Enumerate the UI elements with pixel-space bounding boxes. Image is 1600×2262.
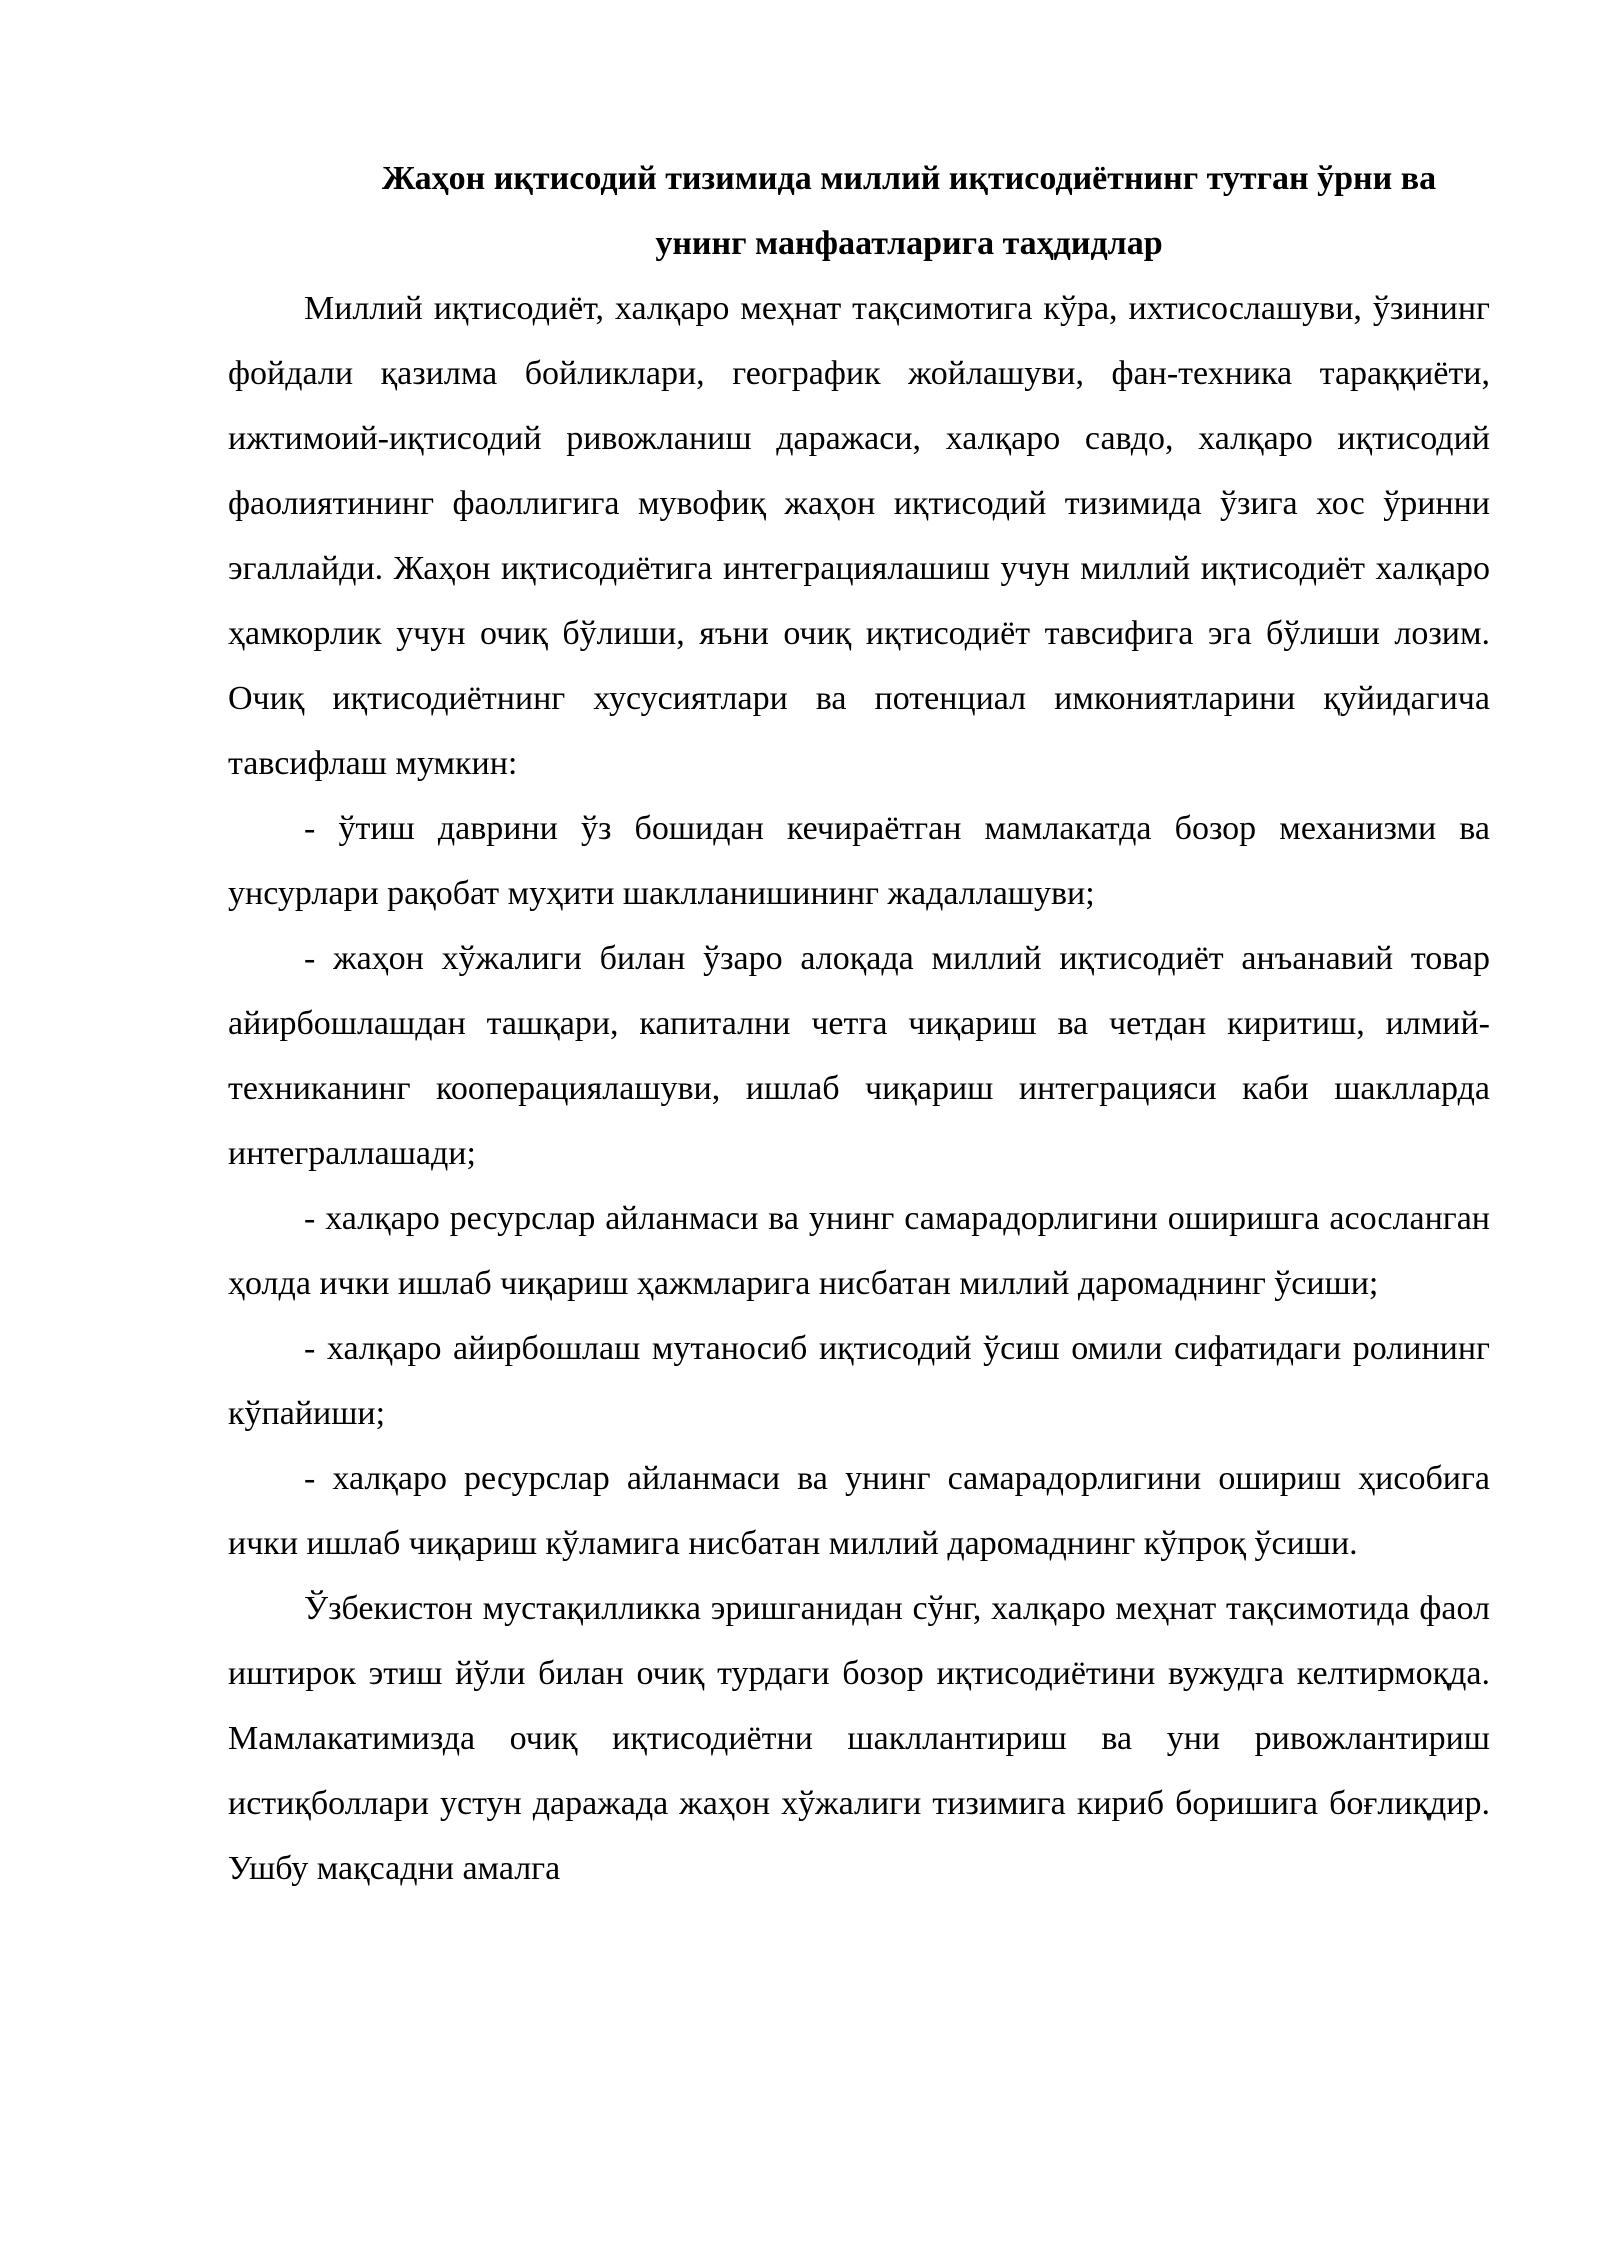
list-item: - ўтиш даврини ўз бошидан кечираётган мамлакатда бозор механизми ва унсурлари рақобат муҳити шаклланишининг жадаллашуви; [228, 810, 1490, 912]
list-item: - халқаро ресурслар айланмаси ва унинг самарадорлигини оширишга асосланган ҳолда ички ишлаб чиқариш ҳажмларига нисбатан миллий даромаднинг ўсиши; [228, 1200, 1490, 1302]
closing-paragraph: Ўзбекистон мустақилликка эришганидан сўнг, халқаро меҳнат тақсимотида фаол иштирок этиш йўли билан очиқ турдаги бозор иқтисодиётини вужудга келтирмоқда. Мамлакатимизда очиқ иқтисодиётни шакллантириш ва уни ривожлантириш истиқболлари устун даражада жаҳон хўжалиги тизимига кириб боришига боғлиқдир. Ушбу мақсадни амалга [228, 1590, 1490, 1887]
document-title [228, 146, 1490, 276]
title-line-2: унинг манфаатларига таҳдидлар [655, 225, 1163, 262]
title-line-1: Жаҳон иқтисодий тизимида миллий иқтисодиётнинг тутган ўрни ва [381, 160, 1437, 197]
intro-paragraph: Миллий иқтисодиёт, халқаро меҳнат тақсимотига кўра, ихтисослашуви, ўзининг фойдали қазилма бойликлари, географик жойлашуви, фан-техника тараққиёти, ижтимоий-иқтисодий ривожланиш даражаси, халқаро савдо, халқаро иқтисодий фаолиятининг фаоллигига мувофиқ жаҳон иқтисодий тизимида ўзига хос ўринни эгаллайди. Жаҳон иқтисодиётига интеграциялашиш учун миллий иқтисодиёт халқаро ҳамкорлик учун очиқ бўлиши, яъни очиқ иқтисодиёт тавсифига эга бўлиши лозим. Очиқ иқтисодиётнинг хусусиятлари ва потенциал имкониятларини қуйидагича тавсифлаш мумкин: [228, 290, 1490, 782]
document-body [228, 146, 1490, 1901]
list-item: - халқаро айирбошлаш мутаносиб иқтисодий ўсиш омили сифатидаги ролининг кўпайиши; [228, 1330, 1490, 1432]
list-item: - халқаро ресурслар айланмаси ва унинг самарадорлигини ошириш ҳисобига ички ишлаб чиқариш кўламига нисбатан миллий даромаднинг кўпроқ ўсиши. [228, 1460, 1490, 1562]
list-item: - жаҳон хўжалиги билан ўзаро алоқада миллий иқтисодиёт анъанавий товар айирбошлашдан ташқари, капитални четга чиқариш ва четдан киритиш, илмий-техниканинг кооперациялашуви, ишлаб чиқариш интеграцияси каби шаклларда интеграллашади; [228, 940, 1490, 1172]
